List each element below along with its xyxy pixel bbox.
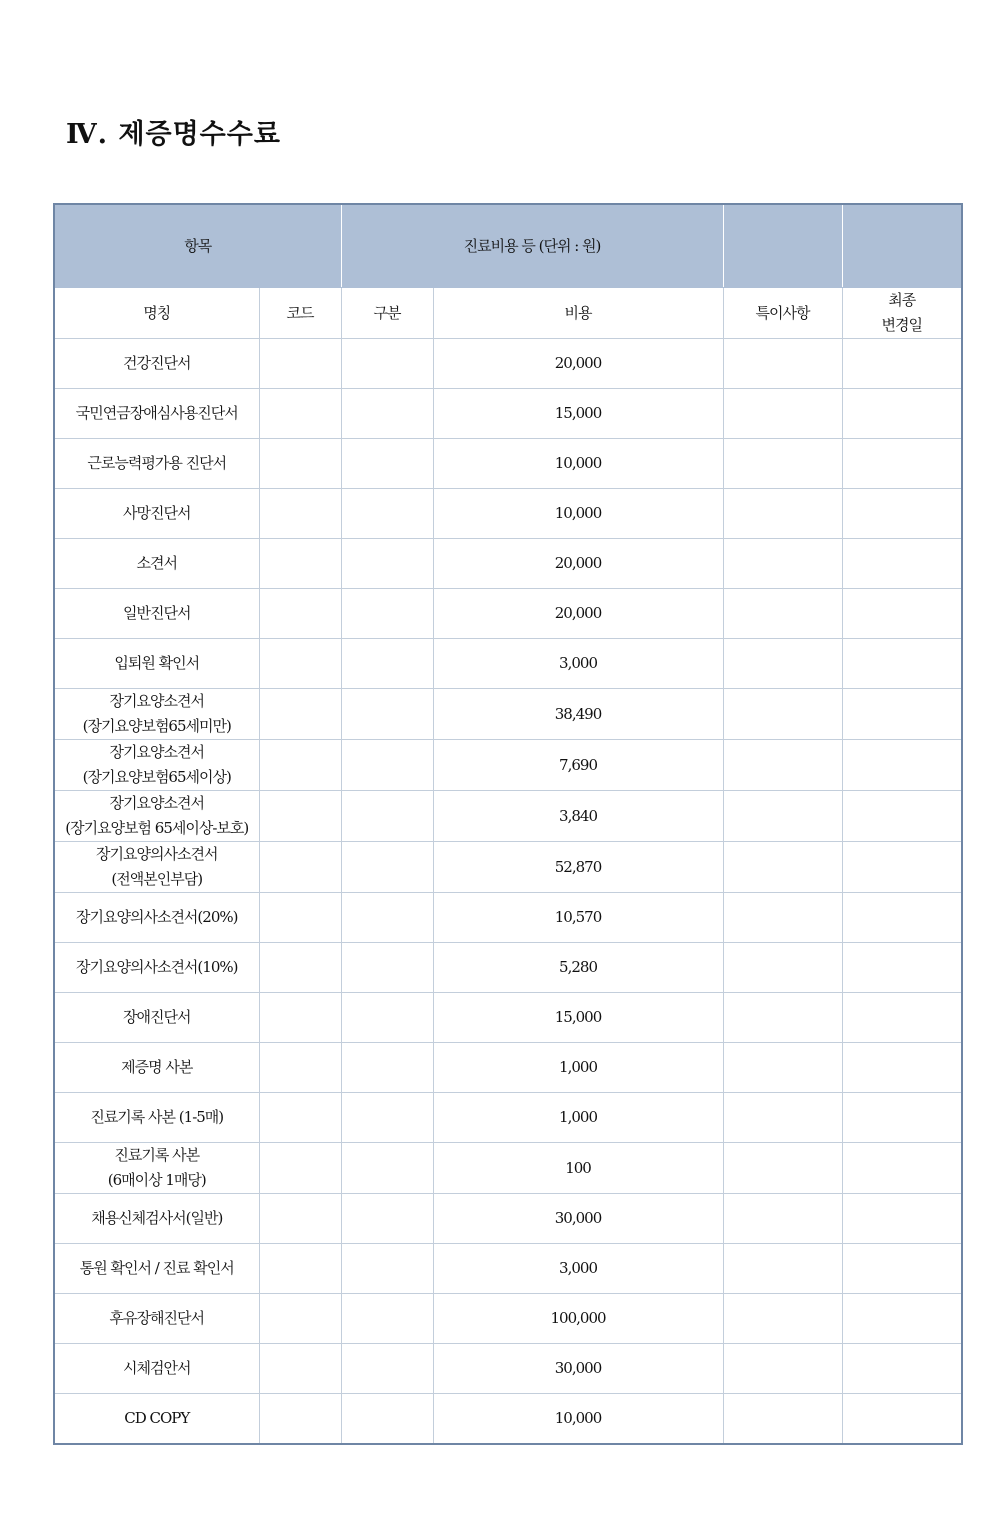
row-name bbox=[54, 439, 259, 489]
row-name bbox=[54, 1394, 259, 1445]
row-name-line1: 장기요양의사소견서(10%) bbox=[76, 958, 238, 976]
row-name-line1: 진료기록 사본 (1-5매) bbox=[90, 1108, 224, 1126]
row-name-line2: (장기요양보험65세이상) bbox=[82, 768, 231, 786]
header-row-top bbox=[54, 204, 962, 288]
row-category bbox=[341, 589, 433, 639]
row-cost: 100,000 bbox=[433, 1294, 723, 1344]
table-row bbox=[54, 1143, 962, 1194]
row-notes bbox=[723, 1344, 842, 1394]
header-last-changed-line1: 최종 bbox=[888, 291, 916, 309]
row-category bbox=[341, 1294, 433, 1344]
row-name-line2: (장기요양보험 65세이상-보호) bbox=[65, 819, 249, 837]
fee-table bbox=[53, 203, 963, 1445]
page-title: Ⅳ. 제증명수수료 bbox=[66, 119, 281, 150]
row-code bbox=[259, 1194, 341, 1244]
row-notes bbox=[723, 339, 842, 389]
row-code bbox=[259, 639, 341, 689]
table-row bbox=[54, 1294, 962, 1344]
row-category bbox=[341, 389, 433, 439]
row-category bbox=[341, 1093, 433, 1143]
table-row bbox=[54, 1344, 962, 1394]
row-code bbox=[259, 842, 341, 893]
header-last-changed-line2: 변경일 bbox=[881, 316, 923, 334]
row-last-changed bbox=[842, 1294, 962, 1344]
row-last-changed bbox=[842, 1093, 962, 1143]
row-category bbox=[341, 740, 433, 791]
row-last-changed bbox=[842, 1394, 962, 1445]
row-category bbox=[341, 1143, 433, 1194]
row-name-line1: CD COPY bbox=[124, 1409, 190, 1427]
row-name-line1: 사망진단서 bbox=[123, 504, 191, 522]
row-code bbox=[259, 1093, 341, 1143]
row-code bbox=[259, 943, 341, 993]
row-name-line1: 장기요양의사소견서 bbox=[96, 845, 218, 863]
row-last-changed bbox=[842, 1194, 962, 1244]
row-name bbox=[54, 943, 259, 993]
row-cost: 10,570 bbox=[433, 893, 723, 943]
row-category bbox=[341, 1244, 433, 1294]
row-name bbox=[54, 1244, 259, 1294]
row-cost: 52,870 bbox=[433, 842, 723, 893]
row-last-changed bbox=[842, 439, 962, 489]
row-category bbox=[341, 1394, 433, 1445]
row-category bbox=[341, 1344, 433, 1394]
row-name bbox=[54, 1043, 259, 1093]
row-last-changed bbox=[842, 1344, 962, 1394]
row-notes bbox=[723, 791, 842, 842]
row-cost: 15,000 bbox=[433, 993, 723, 1043]
table-row bbox=[54, 1394, 962, 1445]
row-name-line1: 채용신체검사서(일반) bbox=[91, 1209, 223, 1227]
table-row bbox=[54, 689, 962, 740]
table-row bbox=[54, 589, 962, 639]
table-row bbox=[54, 1043, 962, 1093]
row-notes bbox=[723, 489, 842, 539]
row-name bbox=[54, 842, 259, 893]
row-last-changed bbox=[842, 1043, 962, 1093]
row-name-line1: 국민연금장애심사용진단서 bbox=[75, 404, 238, 422]
header-name: 명칭 bbox=[54, 288, 259, 339]
row-code bbox=[259, 339, 341, 389]
row-notes bbox=[723, 689, 842, 740]
table-row bbox=[54, 1244, 962, 1294]
row-name bbox=[54, 489, 259, 539]
row-last-changed bbox=[842, 1143, 962, 1194]
row-last-changed bbox=[842, 842, 962, 893]
row-category bbox=[341, 639, 433, 689]
row-name-line1: 후유장해진단서 bbox=[109, 1309, 204, 1327]
row-last-changed bbox=[842, 740, 962, 791]
row-category bbox=[341, 791, 433, 842]
header-row-sub bbox=[54, 288, 962, 339]
row-name-line1: 입퇴원 확인서 bbox=[114, 654, 200, 672]
row-notes bbox=[723, 1043, 842, 1093]
row-name-line1: 일반진단서 bbox=[123, 604, 191, 622]
row-code bbox=[259, 1143, 341, 1194]
header-empty-date bbox=[842, 204, 962, 288]
row-category bbox=[341, 439, 433, 489]
row-cost: 20,000 bbox=[433, 589, 723, 639]
row-name bbox=[54, 339, 259, 389]
row-notes bbox=[723, 1093, 842, 1143]
row-notes bbox=[723, 993, 842, 1043]
row-notes bbox=[723, 1194, 842, 1244]
row-name bbox=[54, 389, 259, 439]
row-last-changed bbox=[842, 339, 962, 389]
header-cost-group: 진료비용 등 (단위 : 원) bbox=[341, 204, 723, 288]
row-category bbox=[341, 339, 433, 389]
row-last-changed bbox=[842, 943, 962, 993]
row-notes bbox=[723, 1394, 842, 1445]
row-code bbox=[259, 893, 341, 943]
row-cost: 3,000 bbox=[433, 639, 723, 689]
row-name bbox=[54, 689, 259, 740]
row-notes bbox=[723, 589, 842, 639]
row-code bbox=[259, 1394, 341, 1445]
row-name bbox=[54, 1093, 259, 1143]
row-category bbox=[341, 842, 433, 893]
row-code bbox=[259, 1244, 341, 1294]
header-notes: 특이사항 bbox=[723, 288, 842, 339]
table-row bbox=[54, 1194, 962, 1244]
table-row bbox=[54, 389, 962, 439]
row-notes bbox=[723, 1143, 842, 1194]
header-item: 항목 bbox=[54, 204, 341, 288]
table-row bbox=[54, 993, 962, 1043]
row-last-changed bbox=[842, 893, 962, 943]
row-code bbox=[259, 389, 341, 439]
row-name bbox=[54, 740, 259, 791]
row-cost: 3,000 bbox=[433, 1244, 723, 1294]
row-name bbox=[54, 1194, 259, 1244]
row-name bbox=[54, 539, 259, 589]
row-cost: 1,000 bbox=[433, 1093, 723, 1143]
row-last-changed bbox=[842, 489, 962, 539]
row-name-line1: 제증명 사본 bbox=[121, 1058, 193, 1076]
row-cost: 20,000 bbox=[433, 339, 723, 389]
row-category bbox=[341, 943, 433, 993]
header-last-changed bbox=[842, 288, 962, 339]
row-name bbox=[54, 1143, 259, 1194]
row-name-line1: 건강진단서 bbox=[123, 354, 191, 372]
row-name-line1: 시체검안서 bbox=[123, 1359, 191, 1377]
row-name bbox=[54, 1294, 259, 1344]
row-last-changed bbox=[842, 689, 962, 740]
row-code bbox=[259, 993, 341, 1043]
row-notes bbox=[723, 1294, 842, 1344]
row-code bbox=[259, 1294, 341, 1344]
row-cost: 1,000 bbox=[433, 1043, 723, 1093]
table-row bbox=[54, 740, 962, 791]
row-cost: 15,000 bbox=[433, 389, 723, 439]
row-code bbox=[259, 1043, 341, 1093]
table-row bbox=[54, 893, 962, 943]
row-cost: 5,280 bbox=[433, 943, 723, 993]
row-category bbox=[341, 1043, 433, 1093]
row-name-line1: 소견서 bbox=[136, 554, 177, 572]
row-notes bbox=[723, 639, 842, 689]
row-code bbox=[259, 489, 341, 539]
row-code bbox=[259, 740, 341, 791]
row-category bbox=[341, 489, 433, 539]
row-code bbox=[259, 439, 341, 489]
row-category bbox=[341, 1194, 433, 1244]
row-cost: 10,000 bbox=[433, 489, 723, 539]
row-code bbox=[259, 791, 341, 842]
row-name-line1: 장애진단서 bbox=[123, 1008, 191, 1026]
row-notes bbox=[723, 439, 842, 489]
row-name bbox=[54, 639, 259, 689]
table-row bbox=[54, 791, 962, 842]
row-cost: 38,490 bbox=[433, 689, 723, 740]
row-cost: 30,000 bbox=[433, 1344, 723, 1394]
header-cost: 비용 bbox=[433, 288, 723, 339]
row-cost: 100 bbox=[433, 1143, 723, 1194]
row-last-changed bbox=[842, 639, 962, 689]
table-row bbox=[54, 489, 962, 539]
row-name bbox=[54, 589, 259, 639]
row-notes bbox=[723, 539, 842, 589]
row-last-changed bbox=[842, 589, 962, 639]
header-category: 구분 bbox=[341, 288, 433, 339]
row-name-line2: (전액본인부담) bbox=[111, 870, 203, 888]
row-name-line1: 장기요양의사소견서(20%) bbox=[76, 908, 238, 926]
row-code bbox=[259, 1344, 341, 1394]
row-cost: 7,690 bbox=[433, 740, 723, 791]
row-name-line2: (6매이상 1매당) bbox=[107, 1171, 206, 1189]
row-notes bbox=[723, 740, 842, 791]
row-name-line1: 장기요양소견서 bbox=[109, 794, 204, 812]
row-notes bbox=[723, 893, 842, 943]
table-row bbox=[54, 943, 962, 993]
table-row bbox=[54, 842, 962, 893]
row-category bbox=[341, 993, 433, 1043]
row-name-line2: (장기요양보험65세미만) bbox=[82, 717, 231, 735]
table-row bbox=[54, 1093, 962, 1143]
row-last-changed bbox=[842, 993, 962, 1043]
row-name bbox=[54, 1344, 259, 1394]
row-name bbox=[54, 791, 259, 842]
table-row bbox=[54, 539, 962, 589]
row-name-line1: 진료기록 사본 bbox=[114, 1146, 200, 1164]
row-cost: 30,000 bbox=[433, 1194, 723, 1244]
row-cost: 3,840 bbox=[433, 791, 723, 842]
row-category bbox=[341, 689, 433, 740]
row-last-changed bbox=[842, 389, 962, 439]
row-name-line1: 장기요양소견서 bbox=[109, 743, 204, 761]
row-category bbox=[341, 539, 433, 589]
table-row bbox=[54, 439, 962, 489]
row-code bbox=[259, 689, 341, 740]
row-name bbox=[54, 893, 259, 943]
header-empty-notes bbox=[723, 204, 842, 288]
header-code: 코드 bbox=[259, 288, 341, 339]
row-name-line1: 통원 확인서 / 진료 확인서 bbox=[79, 1259, 234, 1277]
row-code bbox=[259, 539, 341, 589]
row-notes bbox=[723, 842, 842, 893]
row-notes bbox=[723, 943, 842, 993]
row-last-changed bbox=[842, 1244, 962, 1294]
row-name-line1: 장기요양소견서 bbox=[109, 692, 204, 710]
row-name-line1: 근로능력평가용 진단서 bbox=[87, 454, 227, 472]
row-notes bbox=[723, 1244, 842, 1294]
row-cost: 10,000 bbox=[433, 439, 723, 489]
row-last-changed bbox=[842, 791, 962, 842]
row-name bbox=[54, 993, 259, 1043]
row-category bbox=[341, 893, 433, 943]
row-notes bbox=[723, 389, 842, 439]
row-cost: 10,000 bbox=[433, 1394, 723, 1445]
row-last-changed bbox=[842, 539, 962, 589]
row-code bbox=[259, 589, 341, 639]
row-cost: 20,000 bbox=[433, 539, 723, 589]
table-row bbox=[54, 639, 962, 689]
table-row bbox=[54, 339, 962, 389]
